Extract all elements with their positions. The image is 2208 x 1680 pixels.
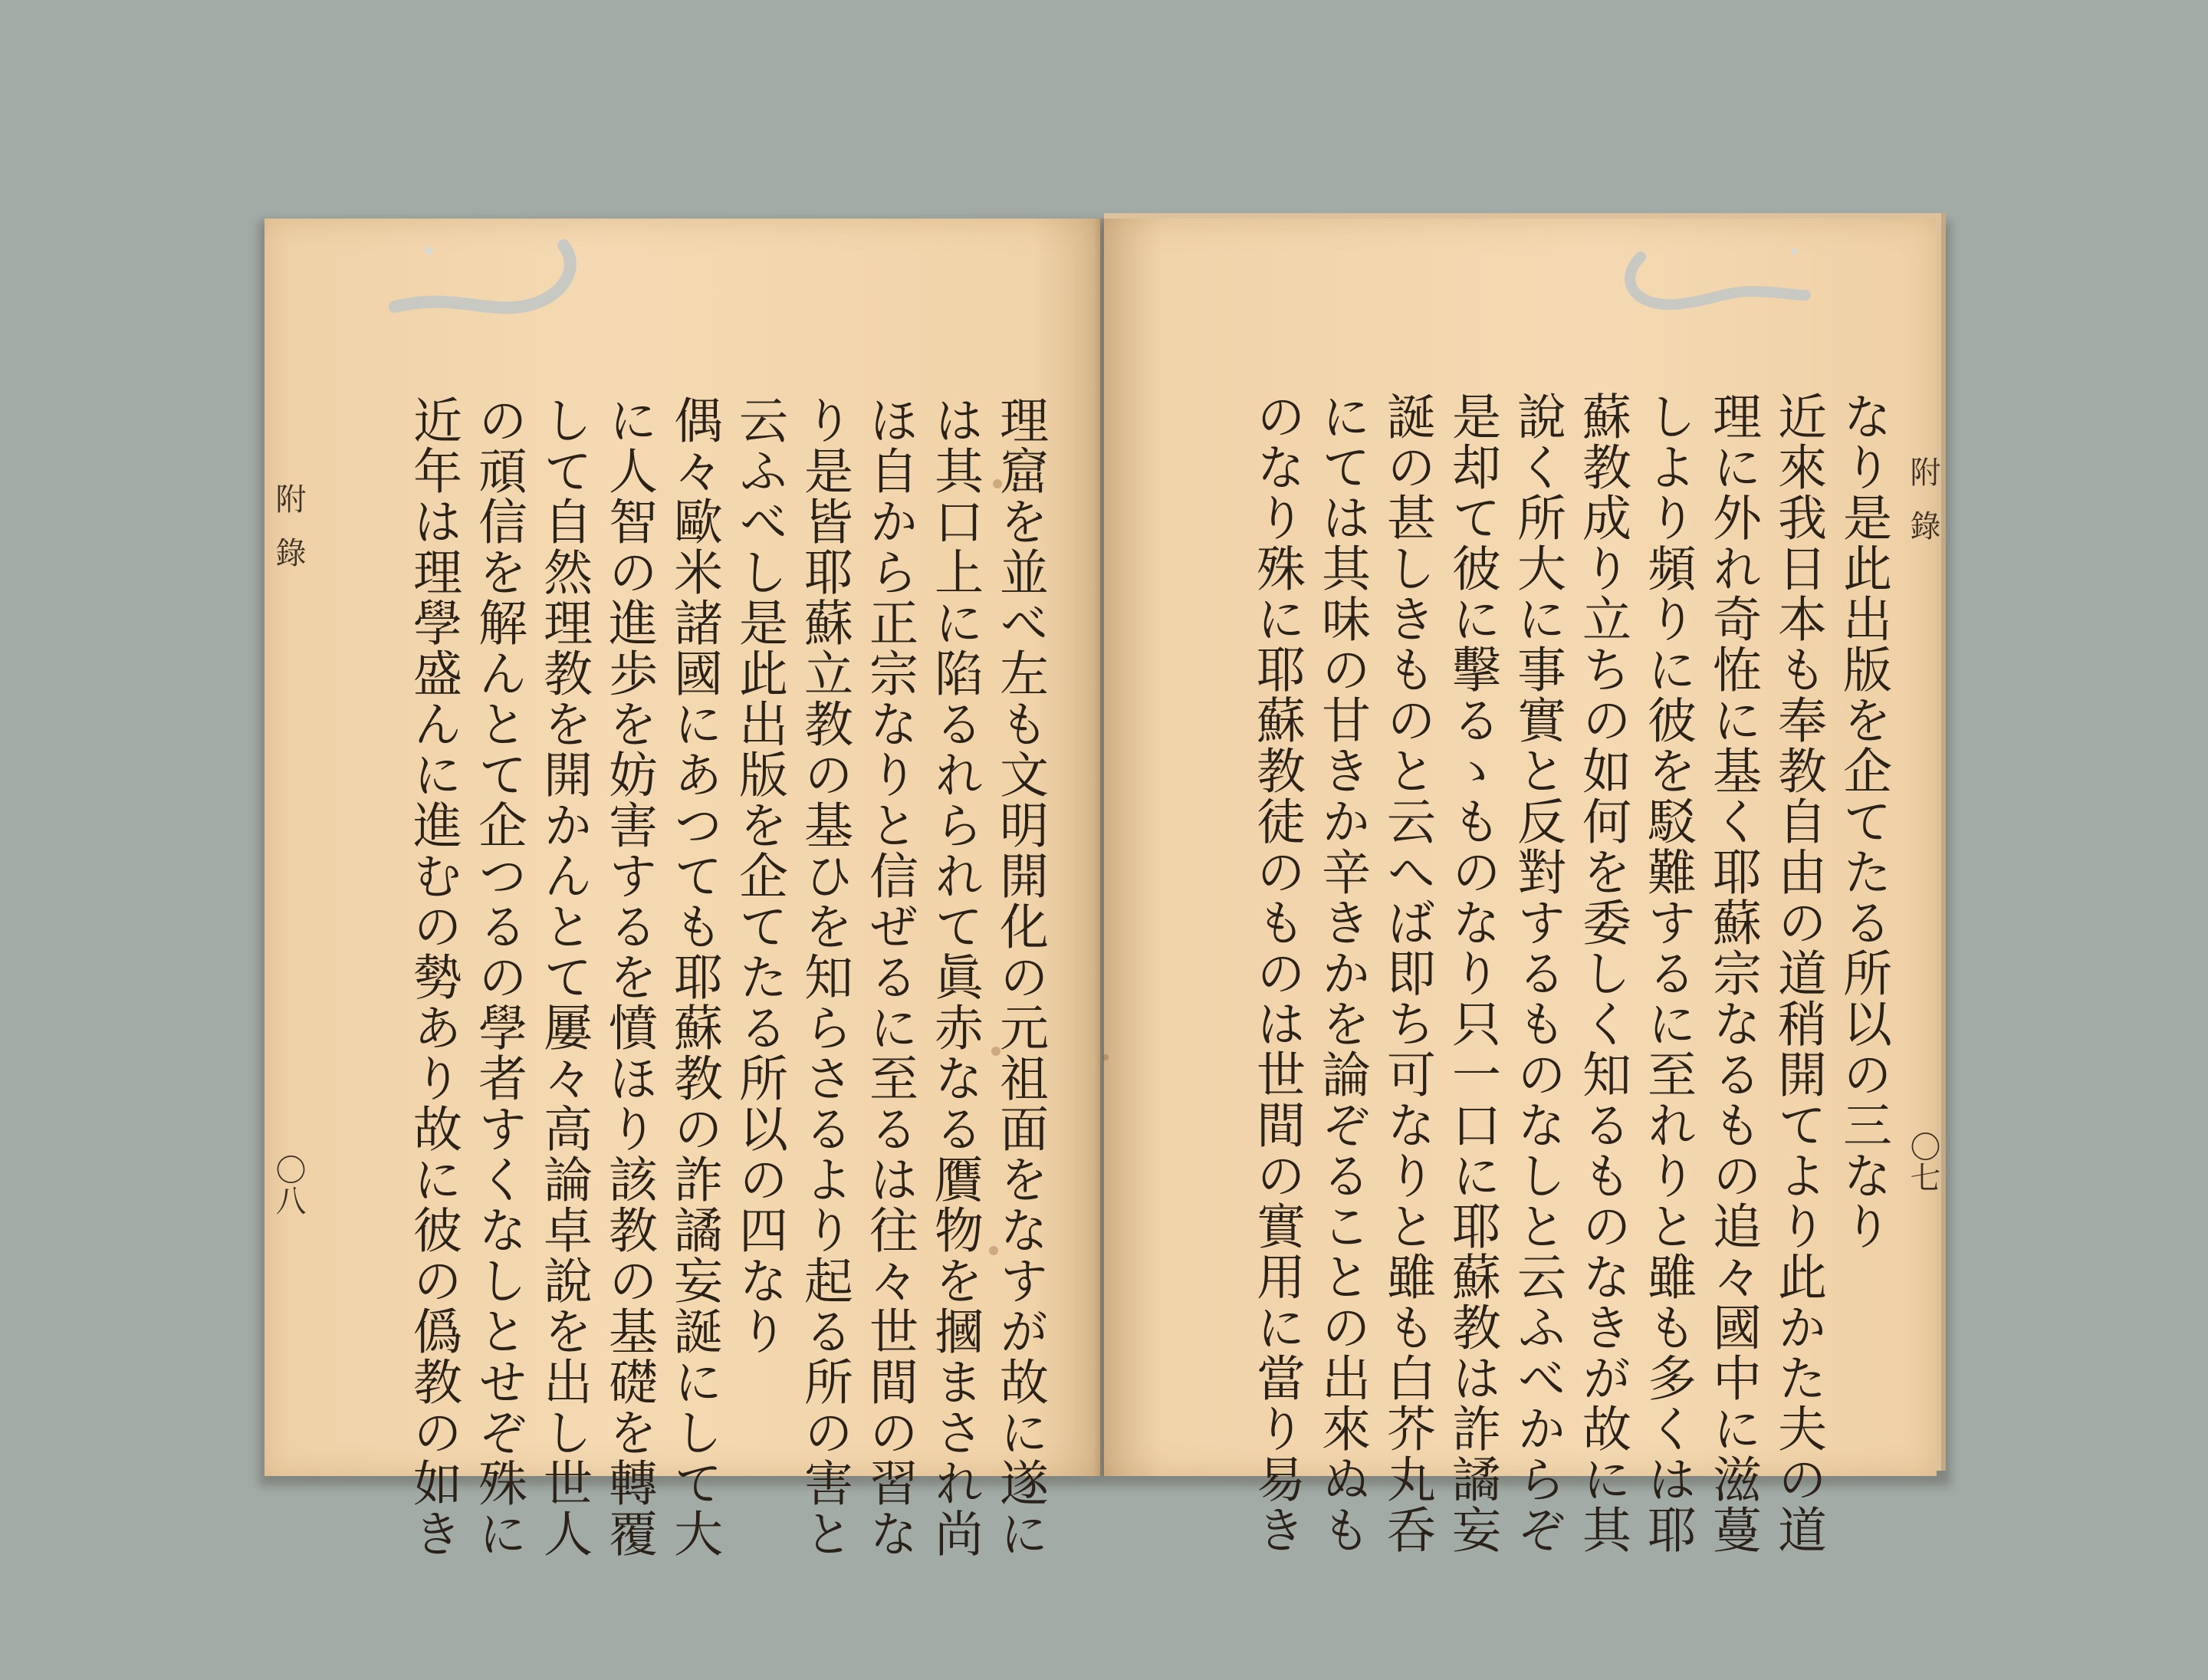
text-column: 蘇教成り立ちの如何を委しく知るものなきが故に其 (1574, 391, 1631, 1555)
text-column: は其口上に陷るれられて眞赤なる贋物を摑まされ尚 (926, 395, 983, 1559)
text-column: の頑信を解んとて企つるの學者すくなしとせぞ殊に (470, 395, 527, 1559)
text-column: のなり殊に耶蘇教徒のものは世間の實用に當り易き (1248, 391, 1305, 1555)
stain-mark (1102, 1054, 1109, 1060)
left-page (264, 219, 1100, 1559)
text-column: 誕の甚しきものと云へば即ち可なりと雖も白芥丸呑 (1378, 391, 1435, 1555)
text-column: 理窟を並べ左も文明開化の元祖面をなすが故に遂に (991, 395, 1048, 1559)
text-column: り是皆耶蘇立教の基ひを知らさるより起る所の害と (796, 395, 853, 1559)
text-column: 說く所大に事實と反對するものなしと云ふべからぞ (1509, 391, 1566, 1555)
text-column: しより頻りに彼を駁難するに至れりと雖も多くは耶 (1639, 391, 1696, 1555)
text-column: 偶々歐米諸國にあつても耶蘇教の詐譎妄誕にして大 (665, 395, 722, 1559)
text-column: 是却て彼に擊るゝものなり只一口に耶蘇教は詐譎妄 (1444, 391, 1500, 1555)
text-column: 近來我日本も奉教自由の道稍開てより此かた夫の道 (1769, 391, 1826, 1555)
folio-label: 附錄 (1905, 456, 1940, 564)
binding-hole-left (264, 219, 1100, 372)
text-column: なり是此出版を企てたる所以の三なり (1835, 391, 1891, 1251)
text-column: 云ふべし是此出版を企てたる所以の四なり (731, 395, 787, 1356)
text-column: して自然理教を開かんとて屢々高論卓說を出し世人 (535, 395, 592, 1559)
text-column: にては其味の甘きか辛きかを論ぞることの出來ぬも (1313, 391, 1370, 1555)
page-number: 〇八 (271, 1154, 306, 1215)
text-column: ほ自から正宗なりと信ぜるに至るは往々世間の習な (861, 395, 918, 1559)
right-page (1104, 219, 1940, 1555)
text-column: に人智の進歩を妨害するを憤ほり該教の基礎を轉覆 (600, 395, 657, 1559)
binding-hole-right (1104, 219, 1937, 372)
text-column: 近年は理學盛んに進むの勢あり故に彼の僞教の如き (405, 395, 462, 1559)
text-column: 理に外れ奇恠に基く耶蘇宗なるもの追々國中に滋蔓 (1704, 391, 1761, 1555)
page-number: 〇七 (1905, 1131, 1940, 1192)
folio-label: 附錄 (271, 483, 306, 590)
